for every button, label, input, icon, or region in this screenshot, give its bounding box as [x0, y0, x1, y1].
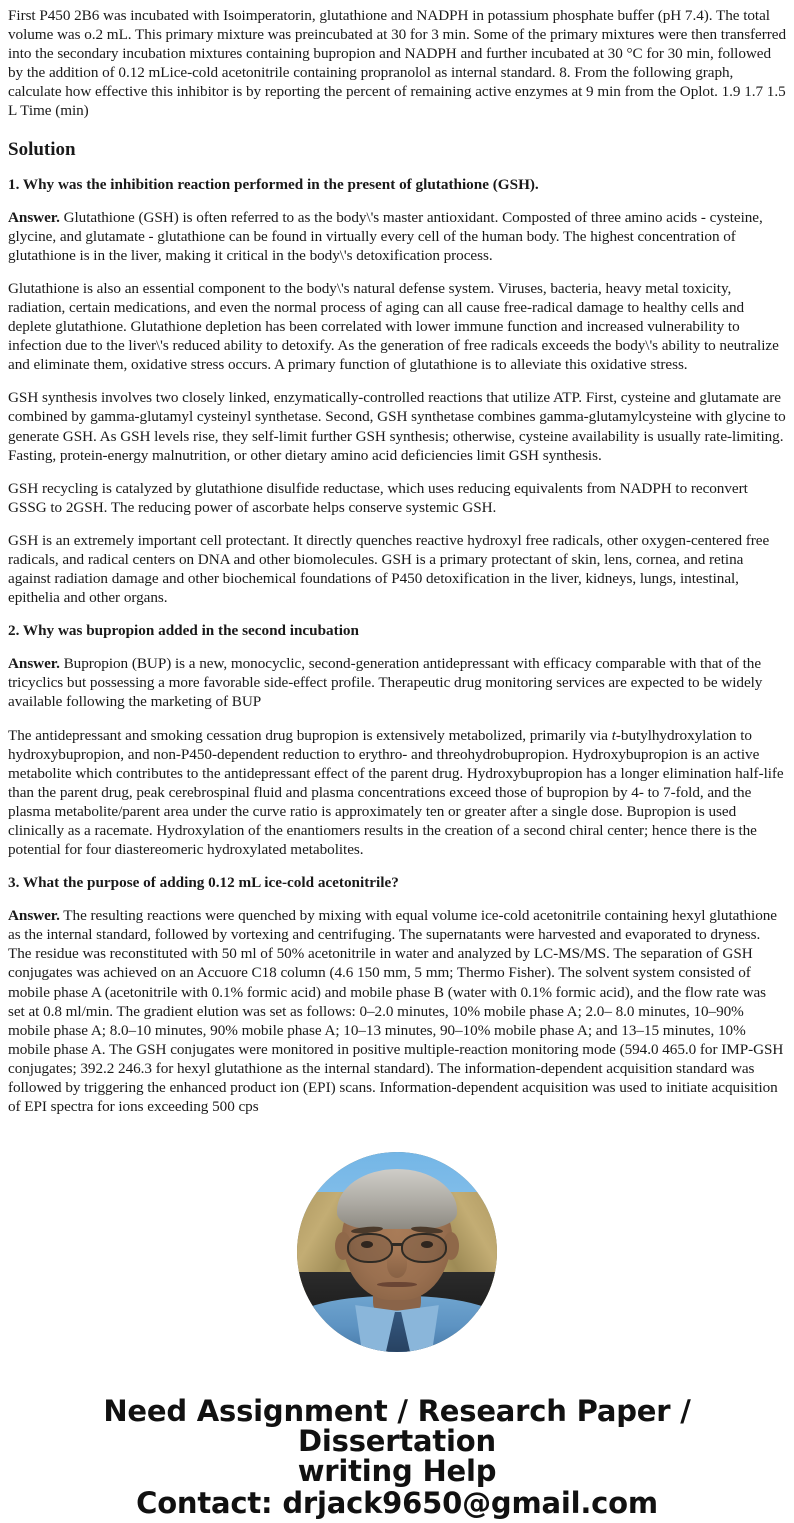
eyeglasses-icon-right [401, 1233, 447, 1263]
q1-paragraph-5: GSH is an extremely important cell protectant. It directly quenches reactive hydroxyl free radicals, other oxygen-centered free radicals, and radical centers on DNA and other biomolecules. GSH is a primary protectant of skin, lens, cornea, and retina against radiation damage and other biochemical foundations of P450 detoxification in the liver, kidneys, lungs, intestinal, epithelia and other organs. [8, 531, 770, 607]
answer-text-2: Bupropion (BUP) is a new, monocyclic, second-generation antidepressant with efficacy comparable with that of the tricyclics but possessing a more favorable side-effect profile. Therapeutic drug monitoring services are expected to be widely available following the marketing of BUP [8, 655, 763, 711]
promo-line-1: Need Assignment / Research Paper / Dissertation [103, 1394, 691, 1458]
avatar [297, 1152, 497, 1352]
question-2-heading: 2. Why was bupropion added in the second incubation [8, 622, 359, 640]
eyeglasses-icon-left [347, 1233, 393, 1263]
q2-paragraph-2 [8, 726, 786, 860]
q2-p2-post: -butylhydroxylation to hydroxybupropion, and non-P450-dependent reduction to erythro- and threohydrobupropion. Hydroxybupropion is an active metabolite which contributes to the antidepressant effect of the parent drug. Hydroxybupropion has a longer elimination half-life than the parent drug, peak cerebrospinal fluid and plasma concentrations exceed those of bupropion by 4- to 7-fold, and the plasma metabolite/parent area under the curve ratio is approximately ten or greater after a single dose. Bupropion is used clinically as a racemate. Hydroxylation of the enantiomers results in the creation of a second chiral center; hence there is the potential for four diastereomeric hydroxylated metabolites. [8, 726, 784, 859]
promo-line-2: writing Help [297, 1454, 497, 1488]
answer-label-3: Answer. [8, 907, 60, 925]
answer-text-1: Glutathione (GSH) is often referred to as the body\'s master antioxidant. Composted of three amino acids - cysteine, glycine, and glutamate - glutathione can be found in virtually every cell of the human body. The highest concentration of glutathione is in the liver, making it critical in the body\'s detoxification process. [8, 208, 763, 264]
question-2-answer [8, 654, 786, 711]
avatar-container [0, 1152, 794, 1354]
q1-paragraph-2: Glutathione is also an essential component to the body\'s natural defense system. Viruses, bacteria, heavy metal toxicity, radiation, certain medications, and even the normal process of aging can all cause free-radical damage to healthy cells and deplete glutathione. Glutathione depletion has been correlated with lower immune function and increased vulnerability to infection due to the liver\'s reduced ability to detoxify. As the generation of free radicals exceeds the body\'s ability to neutralize and eliminate them, oxidative stress occurs. A primary function of glutathione is to alleviate this oxidative stress. [8, 279, 779, 374]
solution-heading: Solution [8, 138, 76, 160]
q2-p2-pre: The antidepressant and smoking cessation drug bupropion is extensively metabolized, primarily via [8, 726, 612, 744]
question-3-answer [8, 906, 786, 1116]
q1-paragraph-3: GSH synthesis involves two closely linked, enzymatically-controlled reactions that utilize ATP. First, cysteine and glutamate are combined by gamma-glutamyl cysteinyl synthetase. Second, GSH synthetase combines gamma-glutamylcysteine with glycine to generate GSH. As GSH levels rise, they self-limit further GSH synthesis; otherwise, cysteine availability is usually rate-limiting. Fasting, protein-energy malnutrition, or other dietary amino acid deficiencies limit GSH synthesis. [8, 389, 786, 464]
question-3-heading: 3. What the purpose of adding 0.12 mL ice-cold acetonitrile? [8, 874, 399, 892]
q1-paragraph-4: GSH recycling is catalyzed by glutathione disulfide reductase, which uses reducing equivalents from NADPH to reconvert GSSG to 2GSH. The reducing power of ascorbate helps conserve systemic GSH. [8, 479, 748, 516]
question-1-answer [8, 208, 786, 265]
q2-p2-italic: t [611, 726, 616, 744]
answer-text-3: The resulting reactions were quenched by mixing with equal volume ice-cold acetonitrile containing hexyl glutathione as the internal standard, followed by vortexing and centrifuging. The supernatants were harvested and evaporated to dryness. The residue was reconstituted with 50 ml of 50% acetonitrile in water and analyzed by LC-MS/MS. The separation of GSH conjugates was achieved on an Accuore C18 column (4.6 150 mm, 5 mm; Thermo Fisher). The solvent system consisted of mobile phase A (acetonitrile with 0.1% formic acid) and mobile phase B (water with 0.1% formic acid), and the flow rate was set at 0.8 ml/min. The gradient elution was set as follows: 0–2.0 minutes, 10% mobile phase A; 2.0– 8.0 minutes, 10–90% mobile phase A; 8.0–10 minutes, 90% mobile phase A; 10–13 minutes, 90–10% mobile phase A; and 13–15 minutes, 10% mobile phase A. The GSH conjugates were monitored in positive multiple-reaction monitoring mode (594.0 465.0 for IMP-GSH conjugates; 392.2 246.3 for hexyl glutathione as the internal standard). The information-dependent acquisition standard was followed by triggering the enhanced product ion (EPI) scans. Information-dependent acquisition was used to initiate acquisition of EPI spectra for ions exceeding 500 cps [8, 907, 784, 1116]
question-1-heading: 1. Why was the inhibition reaction performed in the present of glutathione (GSH). [8, 175, 539, 193]
promo-footer [0, 1396, 794, 1518]
answer-label-2: Answer. [8, 655, 60, 673]
answer-label-1: Answer. [8, 208, 60, 226]
eyeglasses-bridge [392, 1243, 402, 1246]
promo-contact-line: Contact: drjack9650@gmail.com [136, 1486, 658, 1520]
intro-paragraph: First P450 2B6 was incubated with Isoimperatorin, glutathione and NADPH in potassium phosphate buffer (pH 7.4). The total volume was o.2 mL. This primary mixture was preincubated at 30 for 3 min. Some of the primary mixtures were then transferred into the secondary incubation mixtures containing bupropion and NADPH and further incubated at 30 °C for 30 min, followed by the addition of 0.12 mLice-cold acetonitrile containing propranolol as internal standard. 8. From the following graph, calculate how effective this inhibitor is by reporting the percent of remaining active enzymes at 9 min from the Oplot. 1.9 1.7 1.5 L Time (min) [8, 7, 786, 120]
